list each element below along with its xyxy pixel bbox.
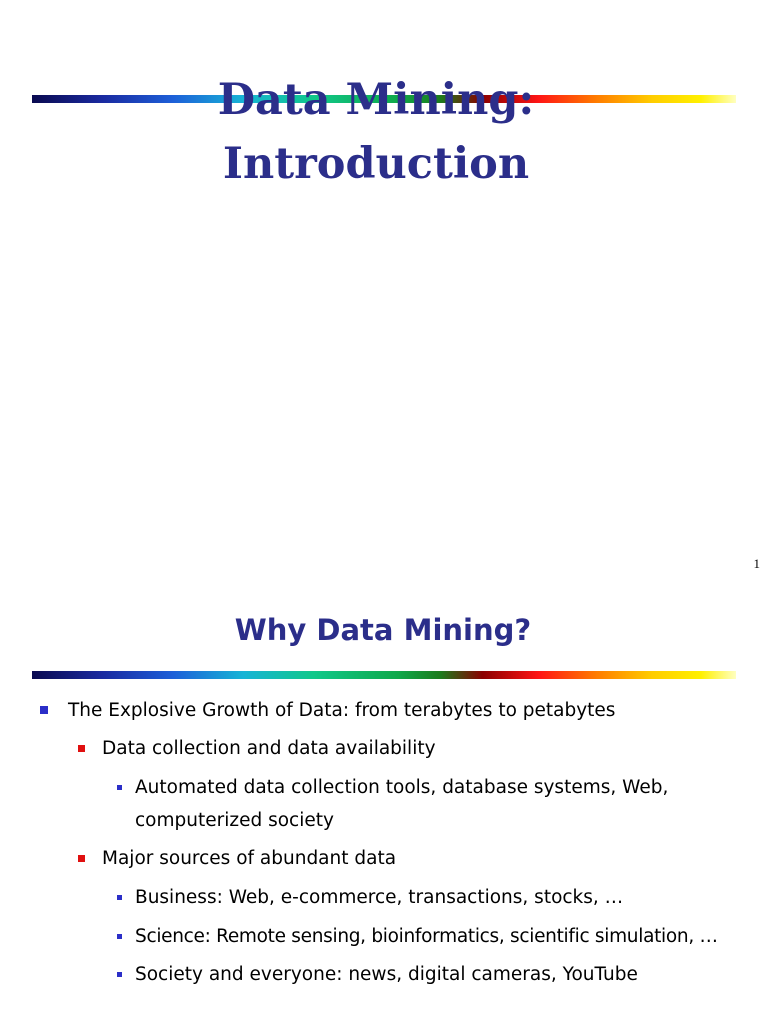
- title-rainbow-bar: [32, 671, 736, 679]
- bullet-text: Data collection and data availability: [102, 738, 436, 759]
- square-bullet-icon: [117, 972, 122, 977]
- slide-title: Why Data Mining?: [234, 613, 532, 647]
- bullet-item: [135, 881, 760, 914]
- square-bullet-icon: [78, 855, 85, 862]
- bullet-item: [135, 958, 760, 991]
- slide-2: [0, 590, 768, 1024]
- bullet-text: Business: Web, e-commerce, transactions, stocks, …: [135, 887, 624, 908]
- square-bullet-icon: [117, 785, 122, 790]
- bullet-text: Society and everyone: news, digital cameras, YouTube: [135, 964, 638, 985]
- slide-title-line-2: Introduction: [222, 139, 530, 189]
- bullet-text: Automated data collection tools, database systems, Web, computerized society: [135, 777, 669, 831]
- bullet-item: [135, 771, 695, 837]
- square-bullet-icon: [78, 745, 85, 752]
- bullet-item: [102, 732, 742, 765]
- bullet-item: [68, 694, 748, 727]
- bullet-item: [102, 842, 742, 875]
- bullet-item: [135, 920, 760, 953]
- bullet-text: Major sources of abundant data: [102, 848, 397, 869]
- slide-title: [0, 68, 752, 196]
- square-bullet-icon: [40, 706, 48, 714]
- slide-title-line-1: Data Mining:: [217, 75, 535, 125]
- square-bullet-icon: [117, 934, 122, 939]
- bullet-text: Science: Remote sensing, bioinformatics, scientific simulation, …: [135, 926, 718, 947]
- bullet-text: The Explosive Growth of Data: from terabytes to petabytes: [68, 700, 616, 721]
- page-number: 1: [753, 556, 760, 571]
- square-bullet-icon: [117, 895, 122, 900]
